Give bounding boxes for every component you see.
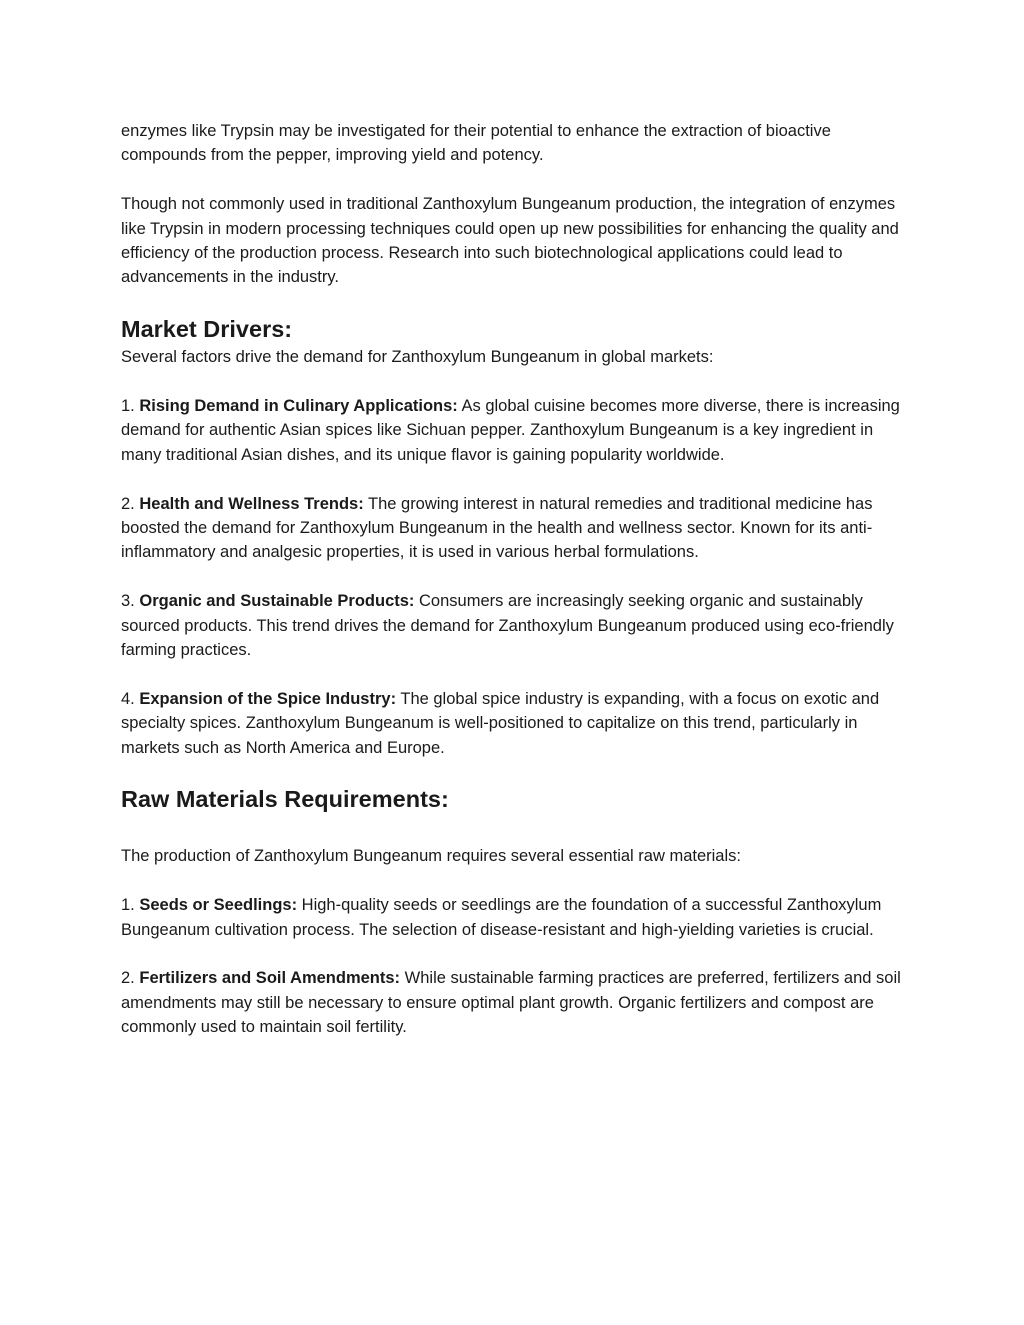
market-drivers-heading: Market Drivers:: [121, 316, 293, 343]
item-title: Seeds or Seedlings:: [139, 896, 298, 915]
item-text: The global spice industry is expanding, with a focus on exotic and specialty spices. Zanthoxylum Bungeanum is well-positioned to capitalize on this trend, particularly in markets such as North America and Europe.: [121, 689, 880, 757]
item-text: Consumers are increasingly seeking organic and sustainably sourced products. This trend drives the demand for Zanthoxylum Bungeanum produced using eco-friendly farming practices.: [121, 592, 894, 660]
raw-material-item: [121, 966, 911, 1039]
document-page: [121, 119, 911, 1064]
raw-materials-heading: Raw Materials Requirements:: [121, 786, 449, 813]
item-text: The growing interest in natural remedies and traditional medicine has boosted the demand for Zanthoxylum Bungeanum in the health and wellness sector. Known for its anti-inflammatory and analgesic properties, it is used in various herbal formulations.: [121, 494, 873, 562]
item-number: 1.: [121, 397, 135, 416]
item-title: Organic and Sustainable Products:: [139, 592, 415, 611]
item-number: 3.: [121, 592, 135, 611]
item-number: 1.: [121, 896, 135, 915]
intro-paragraph-2: Though not commonly used in traditional Zanthoxylum Bungeanum production, the integration of enzymes like Trypsin in modern processing techniques could open up new possibilities for enhancing the quality and efficiency of the production process. Research into such biotechnological applications could lead to advancements in the industry.: [121, 195, 899, 287]
raw-materials-intro: The production of Zanthoxylum Bungeanum requires several essential raw materials:: [121, 847, 741, 866]
market-drivers-intro: Several factors drive the demand for Zanthoxylum Bungeanum in global markets:: [121, 348, 714, 367]
item-title: Rising Demand in Culinary Applications:: [139, 397, 458, 416]
market-driver-item: [121, 589, 911, 662]
item-number: 4.: [121, 689, 135, 708]
raw-material-item: [121, 893, 911, 942]
market-driver-item: [121, 687, 911, 760]
item-title: Fertilizers and Soil Amendments:: [139, 969, 401, 988]
item-title: Health and Wellness Trends:: [139, 494, 364, 513]
item-text: While sustainable farming practices are preferred, fertilizers and soil amendments may still be necessary to ensure optimal plant growth. Organic fertilizers and compost are commonly used to maintain soil fertility.: [121, 969, 901, 1037]
item-number: 2.: [121, 969, 135, 988]
intro-paragraph-1: enzymes like Trypsin may be investigated for their potential to enhance the extraction of bioactive compounds from the pepper, improving yield and potency.: [121, 122, 831, 165]
item-text: As global cuisine becomes more diverse, there is increasing demand for authentic Asian spices like Sichuan pepper. Zanthoxylum Bungeanum is a key ingredient in many traditional Asian dishes, and its unique flavor is gaining popularity worldwide.: [121, 397, 900, 464]
market-driver-item: [121, 394, 911, 467]
item-number: 2.: [121, 494, 135, 513]
item-text: High-quality seeds or seedlings are the foundation of a successful Zanthoxylum Bungeanum cultivation process. The selection of disease-resistant and high-yielding varieties is crucial.: [121, 896, 882, 939]
item-title: Expansion of the Spice Industry:: [139, 689, 397, 708]
market-driver-item: [121, 492, 911, 565]
